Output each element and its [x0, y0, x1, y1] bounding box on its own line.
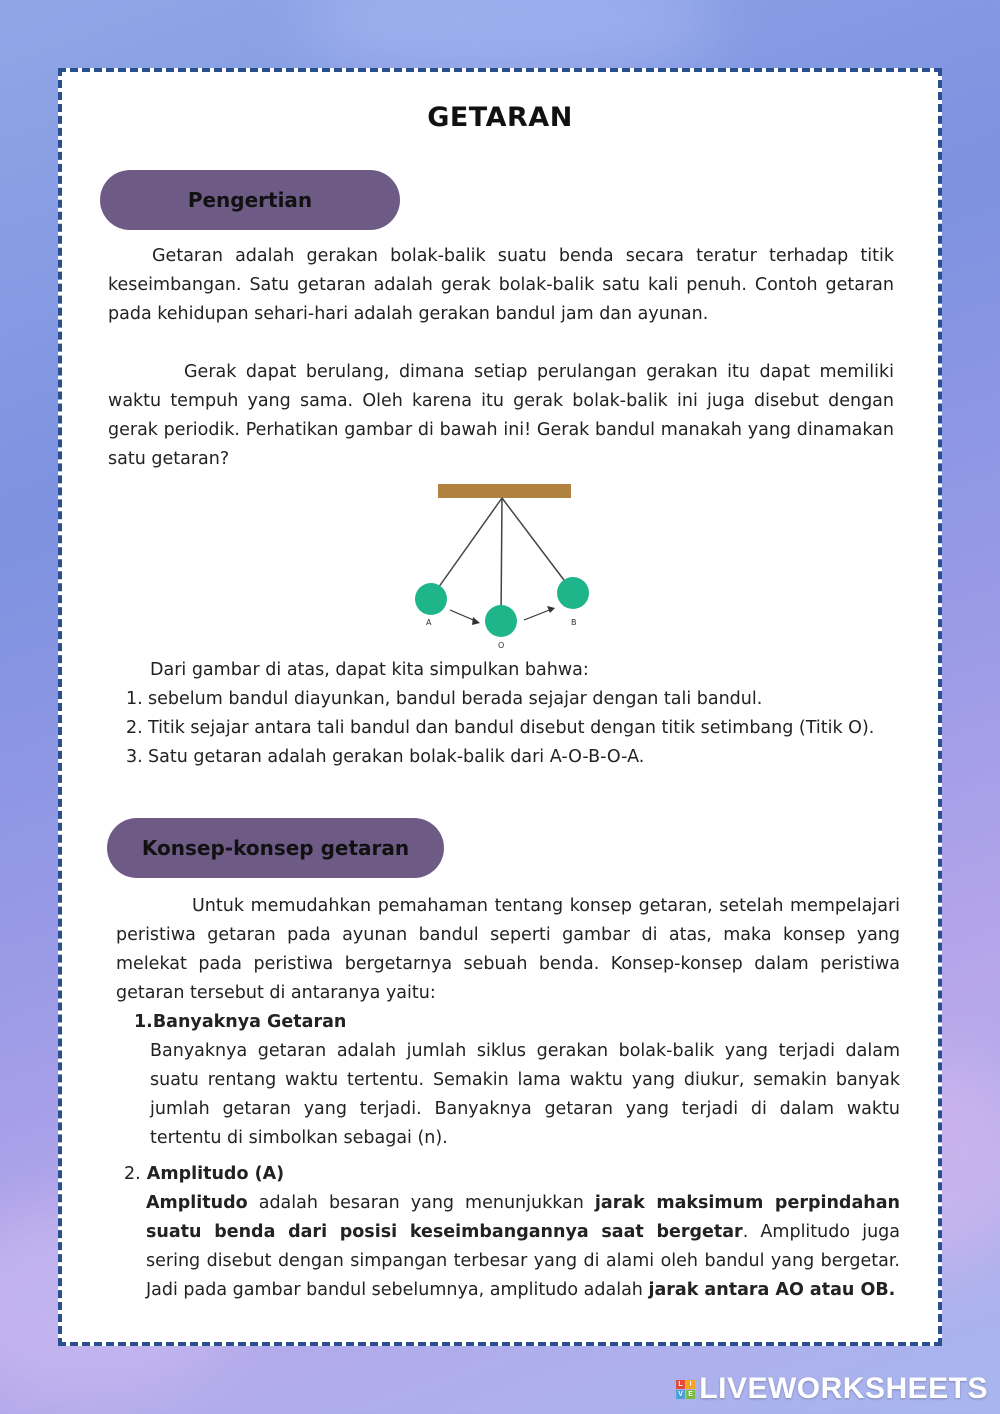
- arrow-head-icon: [472, 617, 480, 625]
- label-o: O: [498, 641, 505, 650]
- item-body: Amplitudo adalah besaran yang menunjukkan jarak maksimum perpindahan suatu benda dari posisi keseimbangannya saat bergetar. Amplitudo juga sering disebut dengan simpangan terbesar yang di alami oleh bandul yang bergetar. Jadi pada gambar bandul sebelumnya, amplitudo adalah jarak antara AO atau OB.: [146, 1193, 901, 1300]
- list-item: 3. Satu getaran adalah gerakan bolak-balik dari A-O-B-O-A.: [126, 747, 645, 767]
- item-body: Banyaknya getaran adalah jumlah siklus gerakan bolak-balik yang terjadi dalam suatu rentang waktu tertentu. Semakin lama waktu yang diukur, semakin banyak jumlah getaran yang terjadi. Banyaknya getaran yang terjadi di dalam waktu tertentu di simbolkan sebagai (n).: [150, 1041, 900, 1148]
- string-b: [502, 498, 573, 592]
- section-heading-pengertian: [100, 170, 400, 230]
- section-heading-label: Pengertian: [187, 188, 313, 212]
- bob-a: [415, 583, 447, 615]
- paragraph-definition: Getaran adalah gerakan bolak-balik suatu benda secara teratur terhadap titik keseimbangan. Satu getaran adalah gerak bolak-balik satu kali penuh. Contoh getaran pada kehidupan sehari-hari adalah gerakan bandul jam dan ayunan.: [108, 246, 894, 324]
- bob-o: [485, 605, 517, 637]
- worksheet-card: [58, 68, 942, 1346]
- string-a: [431, 498, 502, 598]
- bob-b: [557, 577, 589, 609]
- conclusion-list: [126, 685, 896, 772]
- page-title: GETARAN: [427, 102, 573, 133]
- paragraph-concepts-intro: Untuk memudahkan pemahaman tentang konsep getaran, setelah mempelajari peristiwa getaran pada ayunan bandul seperti gambar di atas, maka konsep yang melekat pada peristiwa bergetarnya sebuah benda. Konsep-konsep dalam peristiwa getaran tersebut di antaranya yaitu:: [116, 896, 900, 1003]
- concept-item-banyaknya-getaran: [134, 1008, 900, 1153]
- list-item: 2. Titik sejajar antara tali bandul dan bandul disebut dengan titik setimbang (Titik O).: [126, 718, 875, 738]
- item-title: Amplitudo (A): [146, 1164, 285, 1184]
- concept-item-amplitudo: [124, 1160, 900, 1305]
- section-heading-konsep: [107, 818, 444, 878]
- paragraph-periodic: Gerak dapat berulang, dimana setiap perulangan gerakan itu dapat memiliki waktu tempuh yang sama. Oleh karena itu gerak bolak-balik ini juga disebut dengan gerak periodik. Perhatikan gambar di bawah ini! Gerak bandul manakah yang dinamakan satu getaran?: [108, 362, 894, 469]
- watermark-text: LIVEWORKSHEETS: [699, 1372, 988, 1405]
- item-title: Banyaknya Getaran: [152, 1012, 347, 1032]
- conclusion-intro: Dari gambar di atas, dapat kita simpulkan bahwa:: [150, 660, 589, 680]
- item-number: 2.: [124, 1164, 141, 1184]
- label-b: B: [571, 618, 577, 627]
- pendulum-beam: [438, 484, 571, 498]
- liveworksheets-logo-icon: L I V E: [678, 1380, 694, 1398]
- list-item: 1. sebelum bandul diayunkan, bandul berada sejajar dengan tali bandul.: [126, 689, 763, 709]
- liveworksheets-watermark: [676, 1372, 988, 1406]
- string-o: [501, 498, 502, 620]
- section-heading-label: Konsep-konsep getaran: [141, 836, 410, 860]
- pendulum-figure: [402, 480, 602, 652]
- arrow-head-icon: [547, 606, 555, 613]
- arrow-o-to-b: [524, 609, 552, 620]
- label-a: A: [426, 618, 432, 627]
- item-number: 1.: [134, 1012, 153, 1032]
